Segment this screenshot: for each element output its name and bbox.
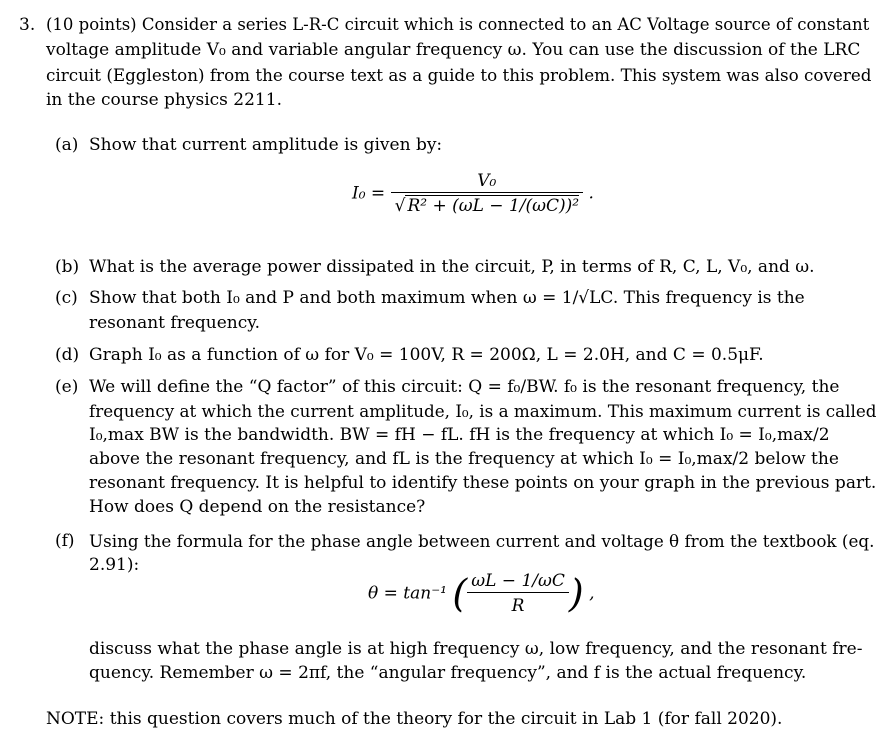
equation-f: θ = tan⁻¹ ( $\frac{\omega L - 1/\omega C}{R}$ ) ,: [368, 571, 595, 616]
part-e-line-5: resonant frequency. It is helpful to identify these points on your graph in the previous part.: [89, 473, 877, 493]
note: NOTE: this question covers much of the theory for the circuit in Lab 1 (for fall 2020).: [46, 709, 783, 729]
part-c-line-2: resonant frequency.: [89, 313, 261, 333]
part-f-line-2: 2.91):: [89, 555, 140, 575]
part-e-line-2: frequency at which the current amplitude, I₀, is a maximum. This maximum current is called: [89, 401, 877, 421]
part-e-line-3: I₀,max BW is the bandwidth. BW = fH − fL. fH is the frequency at which I₀ = I₀,max/2: [89, 425, 830, 445]
equation-a: I₀ = $\frac{\text{V₀}}{\text{√ R² + (ωL − 1/(ωC))²}}$ .: [352, 171, 594, 216]
equation-a-numerator: V₀: [477, 171, 497, 191]
part-a-label: (a): [55, 135, 79, 155]
part-c-line-1: Show that both I₀ and P and both maximum when ω = 1/√LC. This frequency is the: [89, 288, 805, 308]
equation-f-lhs: θ = tan⁻¹: [368, 583, 447, 604]
equation-f-numerator: ωL − 1/ωC: [471, 571, 565, 591]
part-e-line-4: above the resonant frequency, and fL is the frequency at which I₀ = I₀,max/2 below the: [89, 449, 839, 469]
part-b-label: (b): [55, 257, 80, 277]
equation-f-end: ,: [589, 583, 595, 604]
equation-a-denominator: R² + (ωL − 1/(ωC))²: [407, 196, 580, 216]
equation-f-denominator: R: [467, 592, 569, 617]
intro-line-3: circuit (Eggleston) from the course text as a guide to this problem. This system was also covered: [46, 65, 872, 85]
intro-line-1: (10 points) Consider a series L-R-C circuit which is connected to an AC Voltage source of constant: [46, 15, 870, 34]
part-f-after-line-1: discuss what the phase angle is at high frequency ω, low frequency, and the resonant fre-: [89, 639, 863, 659]
intro-line-4: in the course physics 2211.: [46, 90, 282, 110]
part-f-after-line-2: quency. Remember ω = 2πf, the “angular frequency”, and f is the actual frequency.: [89, 663, 807, 683]
part-f-line-1: Using the formula for the phase angle between current and voltage θ from the textbook (eq.: [89, 531, 875, 551]
part-d-label: (d): [55, 345, 80, 365]
part-e-label: (e): [55, 377, 79, 397]
part-a-text: Show that current amplitude is given by:: [89, 135, 443, 155]
equation-a-lhs: I₀ =: [352, 183, 386, 204]
part-d-text: Graph I₀ as a function of ω for V₀ = 100V, R = 200Ω, L = 2.0H, and C = 0.5μF.: [89, 345, 764, 365]
part-f-label: (f): [55, 531, 75, 551]
part-e-line-1: We will define the “Q factor” of this circuit: Q = f₀/BW. f₀ is the resonant frequency, the: [89, 377, 840, 397]
problem-number: 3.: [19, 15, 36, 35]
intro-line-2: voltage amplitude V₀ and variable angular frequency ω. You can use the discussion of the LRC: [46, 40, 861, 60]
part-b-text: What is the average power dissipated in the circuit, P, in terms of R, C, L, V₀, and ω.: [89, 257, 815, 277]
part-c-label: (c): [55, 288, 78, 308]
equation-a-end: .: [588, 183, 594, 204]
part-e-line-6: How does Q depend on the resistance?: [89, 497, 426, 517]
